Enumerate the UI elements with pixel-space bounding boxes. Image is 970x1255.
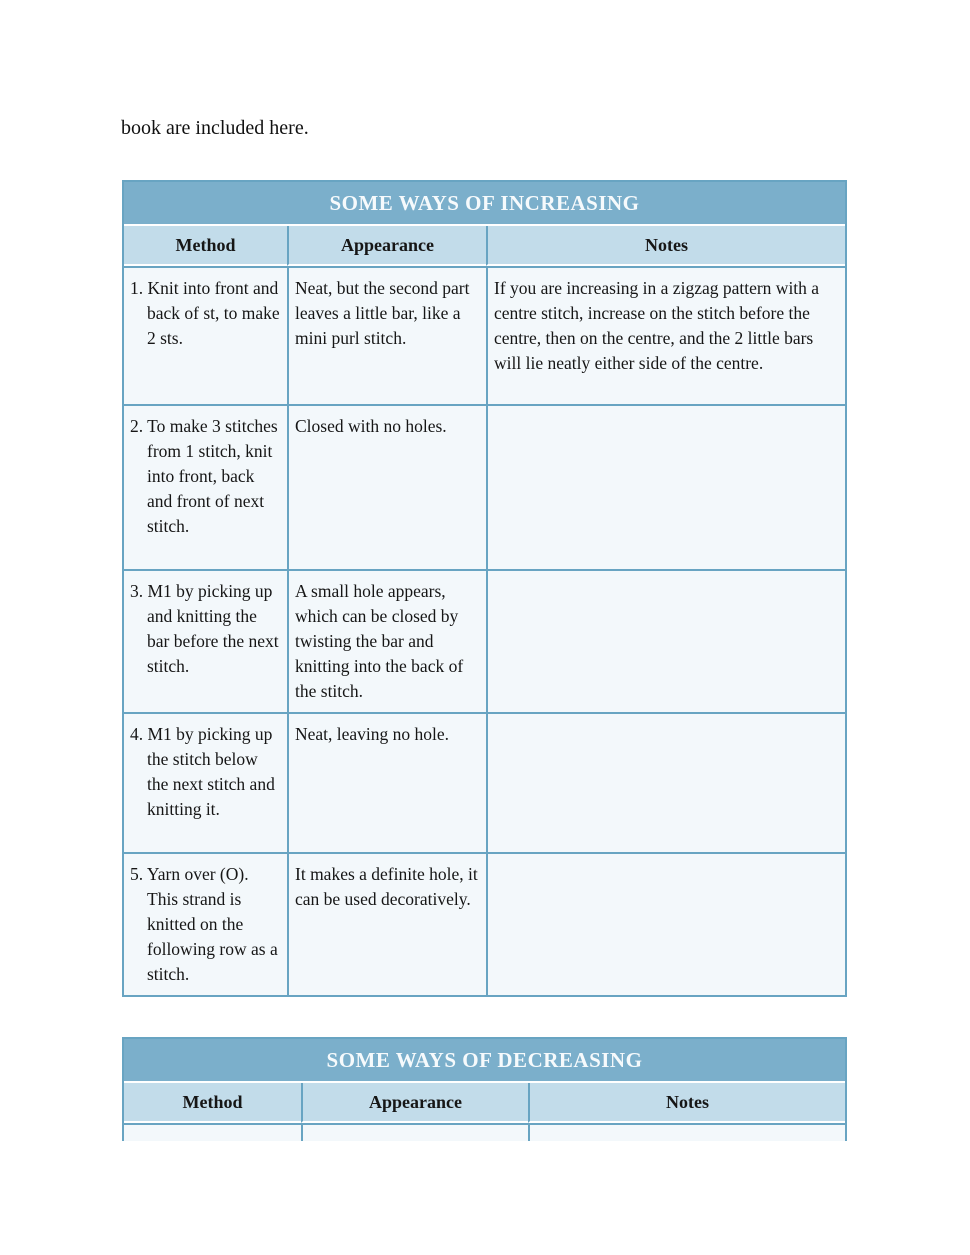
increasing-table-title: SOME WAYS OF INCREASING [124, 182, 845, 226]
method-cell: 4. M1 by picking up the stitch below the next stitch and knitting it. [124, 712, 287, 852]
notes-cell [486, 852, 845, 995]
method-cell: 1. Knit into front and back of st, to make 2 sts. [124, 266, 287, 404]
table-title-row [124, 182, 845, 226]
intro-text: book are included here. [121, 117, 309, 139]
table-row [124, 712, 845, 852]
table-header-row [124, 226, 845, 266]
appearance-cell [301, 1123, 528, 1141]
table-row [124, 852, 845, 995]
notes-cell [486, 569, 845, 712]
appearance-cell: Neat, but the second part leaves a little bar, like a mini purl stitch. [287, 266, 486, 404]
notes-cell: If you are increasing in a zigzag pattern with a centre stitch, increase on the stitch before the centre, then on the centre, and the 2 little bars will lie neatly either side of the centre. [486, 266, 845, 404]
column-header-appearance: Appearance [287, 226, 486, 266]
column-header-method: Method [124, 226, 287, 266]
appearance-cell: A small hole appears, which can be closed by twisting the bar and knitting into the back of the stitch. [287, 569, 486, 712]
column-header-notes: Notes [486, 226, 845, 266]
method-cell [124, 1123, 301, 1141]
method-cell: 3. M1 by picking up and knitting the bar before the next stitch. [124, 569, 287, 712]
table-row [124, 404, 845, 569]
decreasing-table [122, 1037, 847, 1141]
column-header-method: Method [124, 1083, 301, 1123]
notes-cell [528, 1123, 845, 1141]
table-header-row [124, 1083, 845, 1123]
table-row [124, 1123, 845, 1141]
column-header-appearance: Appearance [301, 1083, 528, 1123]
table-title-row [124, 1039, 845, 1083]
increasing-table [122, 180, 847, 997]
table-row [124, 569, 845, 712]
method-cell: 2. To make 3 stitches from 1 stitch, knit into front, back and front of next stitch. [124, 404, 287, 569]
column-header-notes: Notes [528, 1083, 845, 1123]
notes-cell [486, 712, 845, 852]
decreasing-table-title: SOME WAYS OF DECREASING [124, 1039, 845, 1083]
method-cell: 5. Yarn over (O). This strand is knitted on the following row as a stitch. [124, 852, 287, 995]
table-row [124, 266, 845, 404]
appearance-cell: Closed with no holes. [287, 404, 486, 569]
notes-cell [486, 404, 845, 569]
appearance-cell: It makes a definite hole, it can be used decoratively. [287, 852, 486, 995]
appearance-cell: Neat, leaving no hole. [287, 712, 486, 852]
